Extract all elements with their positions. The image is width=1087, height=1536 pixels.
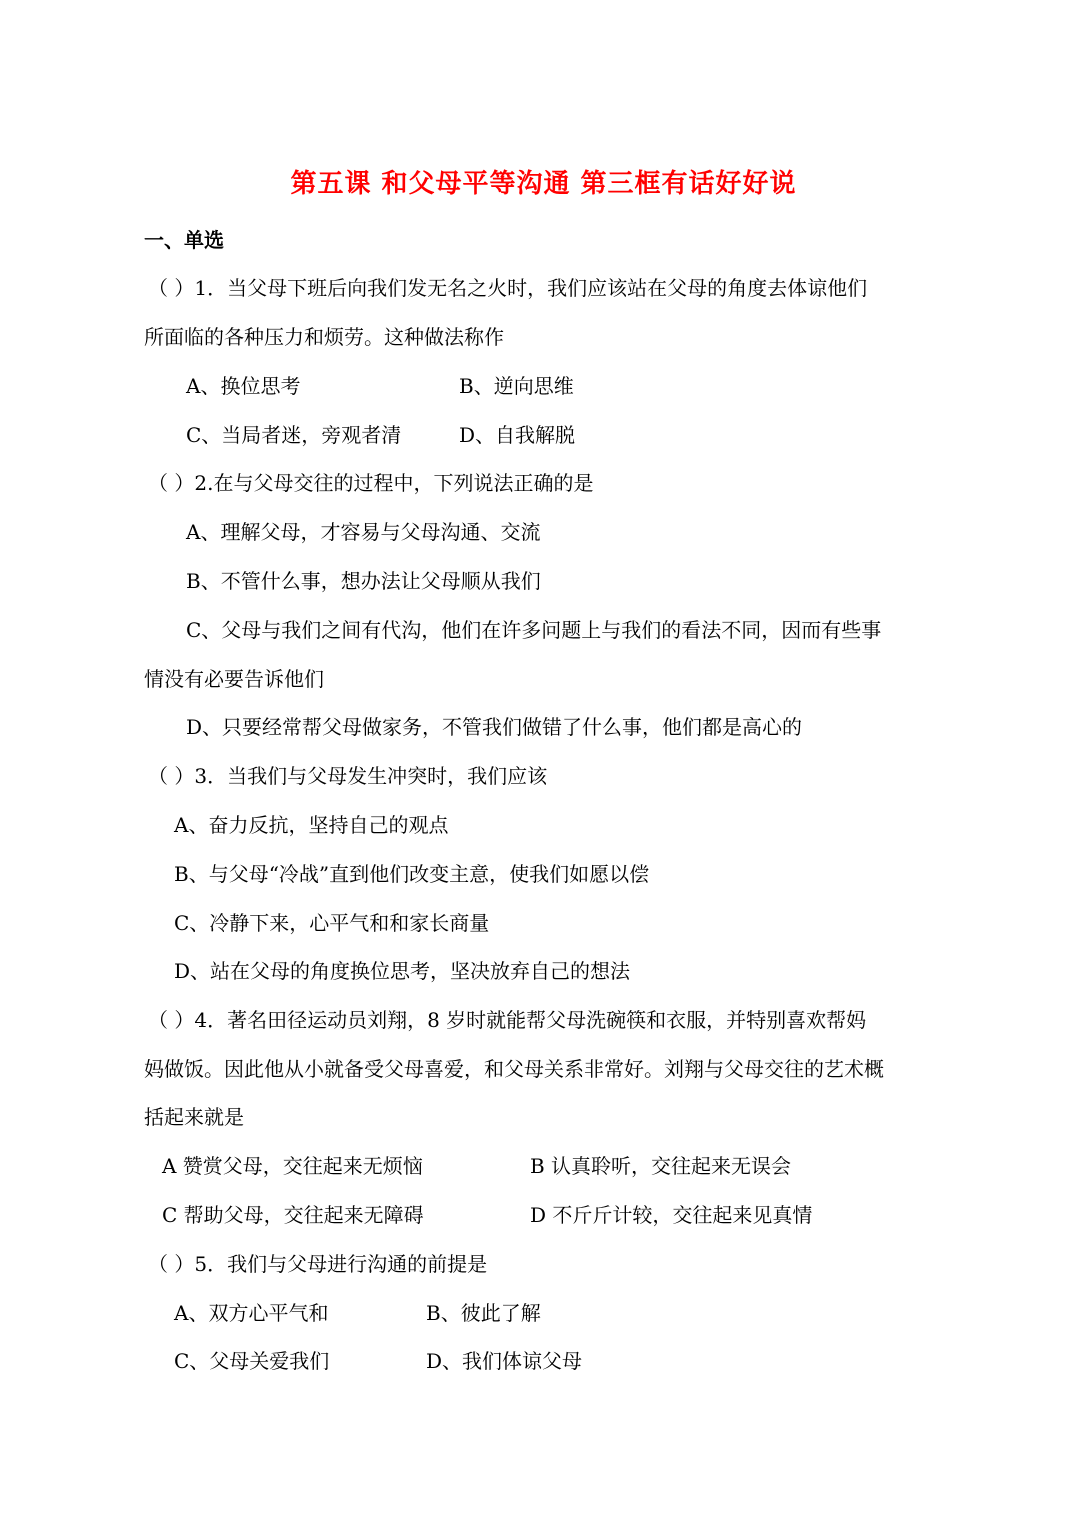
question-5-option-c: C、父母关爱我们: [174, 1349, 330, 1373]
question-2-option-d: D、只要经常帮父母做家务，不管我们做错了什么事，他们都是高心的: [186, 715, 803, 739]
question-3-option-b: B、与父母“冷战”直到他们改变主意，使我们如愿以偿: [174, 862, 650, 886]
question-3-option-d: D、站在父母的角度换位思考，坚决放弃自己的想法: [174, 959, 631, 983]
question-2-option-c-line-1: C、父母与我们之间有代沟，他们在许多问题上与我们的看法不同，因而有些事: [186, 618, 882, 642]
question-2-stem: （ ）2.在与父母交往的过程中，下列说法正确的是: [148, 471, 594, 495]
question-3-option-c: C、冷静下来，心平气和和家长商量: [174, 911, 490, 935]
question-2-option-c-line-2: 情没有必要告诉他们: [144, 667, 324, 691]
question-4-stem-line-1: （ ）4．著名田径运动员刘翔，8 岁时就能帮父母洗碗筷和衣服，并特别喜欢帮妈: [148, 1008, 867, 1032]
question-1-option-a: A、换位思考: [186, 374, 301, 398]
question-1-option-d: D、自我解脱: [459, 423, 576, 447]
question-4-stem-line-2: 妈做饭。因此他从小就备受父母喜爱，和父母关系非常好。刘翔与父母交往的艺术概: [144, 1057, 884, 1081]
question-1-stem-line-1: （ ）1．当父母下班后向我们发无名之火时，我们应该站在父母的角度去体谅他们: [148, 276, 868, 300]
question-3-stem: （ ）3．当我们与父母发生冲突时，我们应该: [148, 764, 548, 788]
question-4-option-d: D 不斤斤计较，交往起来见真情: [530, 1203, 813, 1227]
question-4-stem-line-3: 括起来就是: [144, 1105, 244, 1129]
question-3-option-a: A、奋力反抗，坚持自己的观点: [174, 813, 449, 837]
question-1-option-c: C、当局者迷，旁观者清: [186, 423, 402, 447]
question-1-option-b: B、逆向思维: [459, 374, 574, 398]
question-1-stem-line-2: 所面临的各种压力和烦劳。这种做法称作: [144, 325, 504, 349]
question-5-option-b: B、彼此了解: [426, 1301, 541, 1325]
question-4-option-a: A 赞赏父母，交往起来无烦恼: [162, 1154, 423, 1178]
question-5-option-d: D、我们体谅父母: [426, 1349, 583, 1373]
question-5-stem: （ ）5．我们与父母进行沟通的前提是: [148, 1252, 488, 1276]
question-2-option-a: A、理解父母，才容易与父母沟通、交流: [186, 520, 541, 544]
question-5-option-a: A、双方心平气和: [174, 1301, 329, 1325]
section-heading: 一、单选: [144, 228, 224, 252]
document-title: 第五课 和父母平等沟通 第三框有话好好说: [290, 169, 797, 199]
question-2-option-b: B、不管什么事，想办法让父母顺从我们: [186, 569, 541, 593]
question-4-option-b: B 认真聆听，交往起来无误会: [530, 1154, 792, 1178]
question-4-option-c: C 帮助父母，交往起来无障碍: [162, 1203, 424, 1227]
